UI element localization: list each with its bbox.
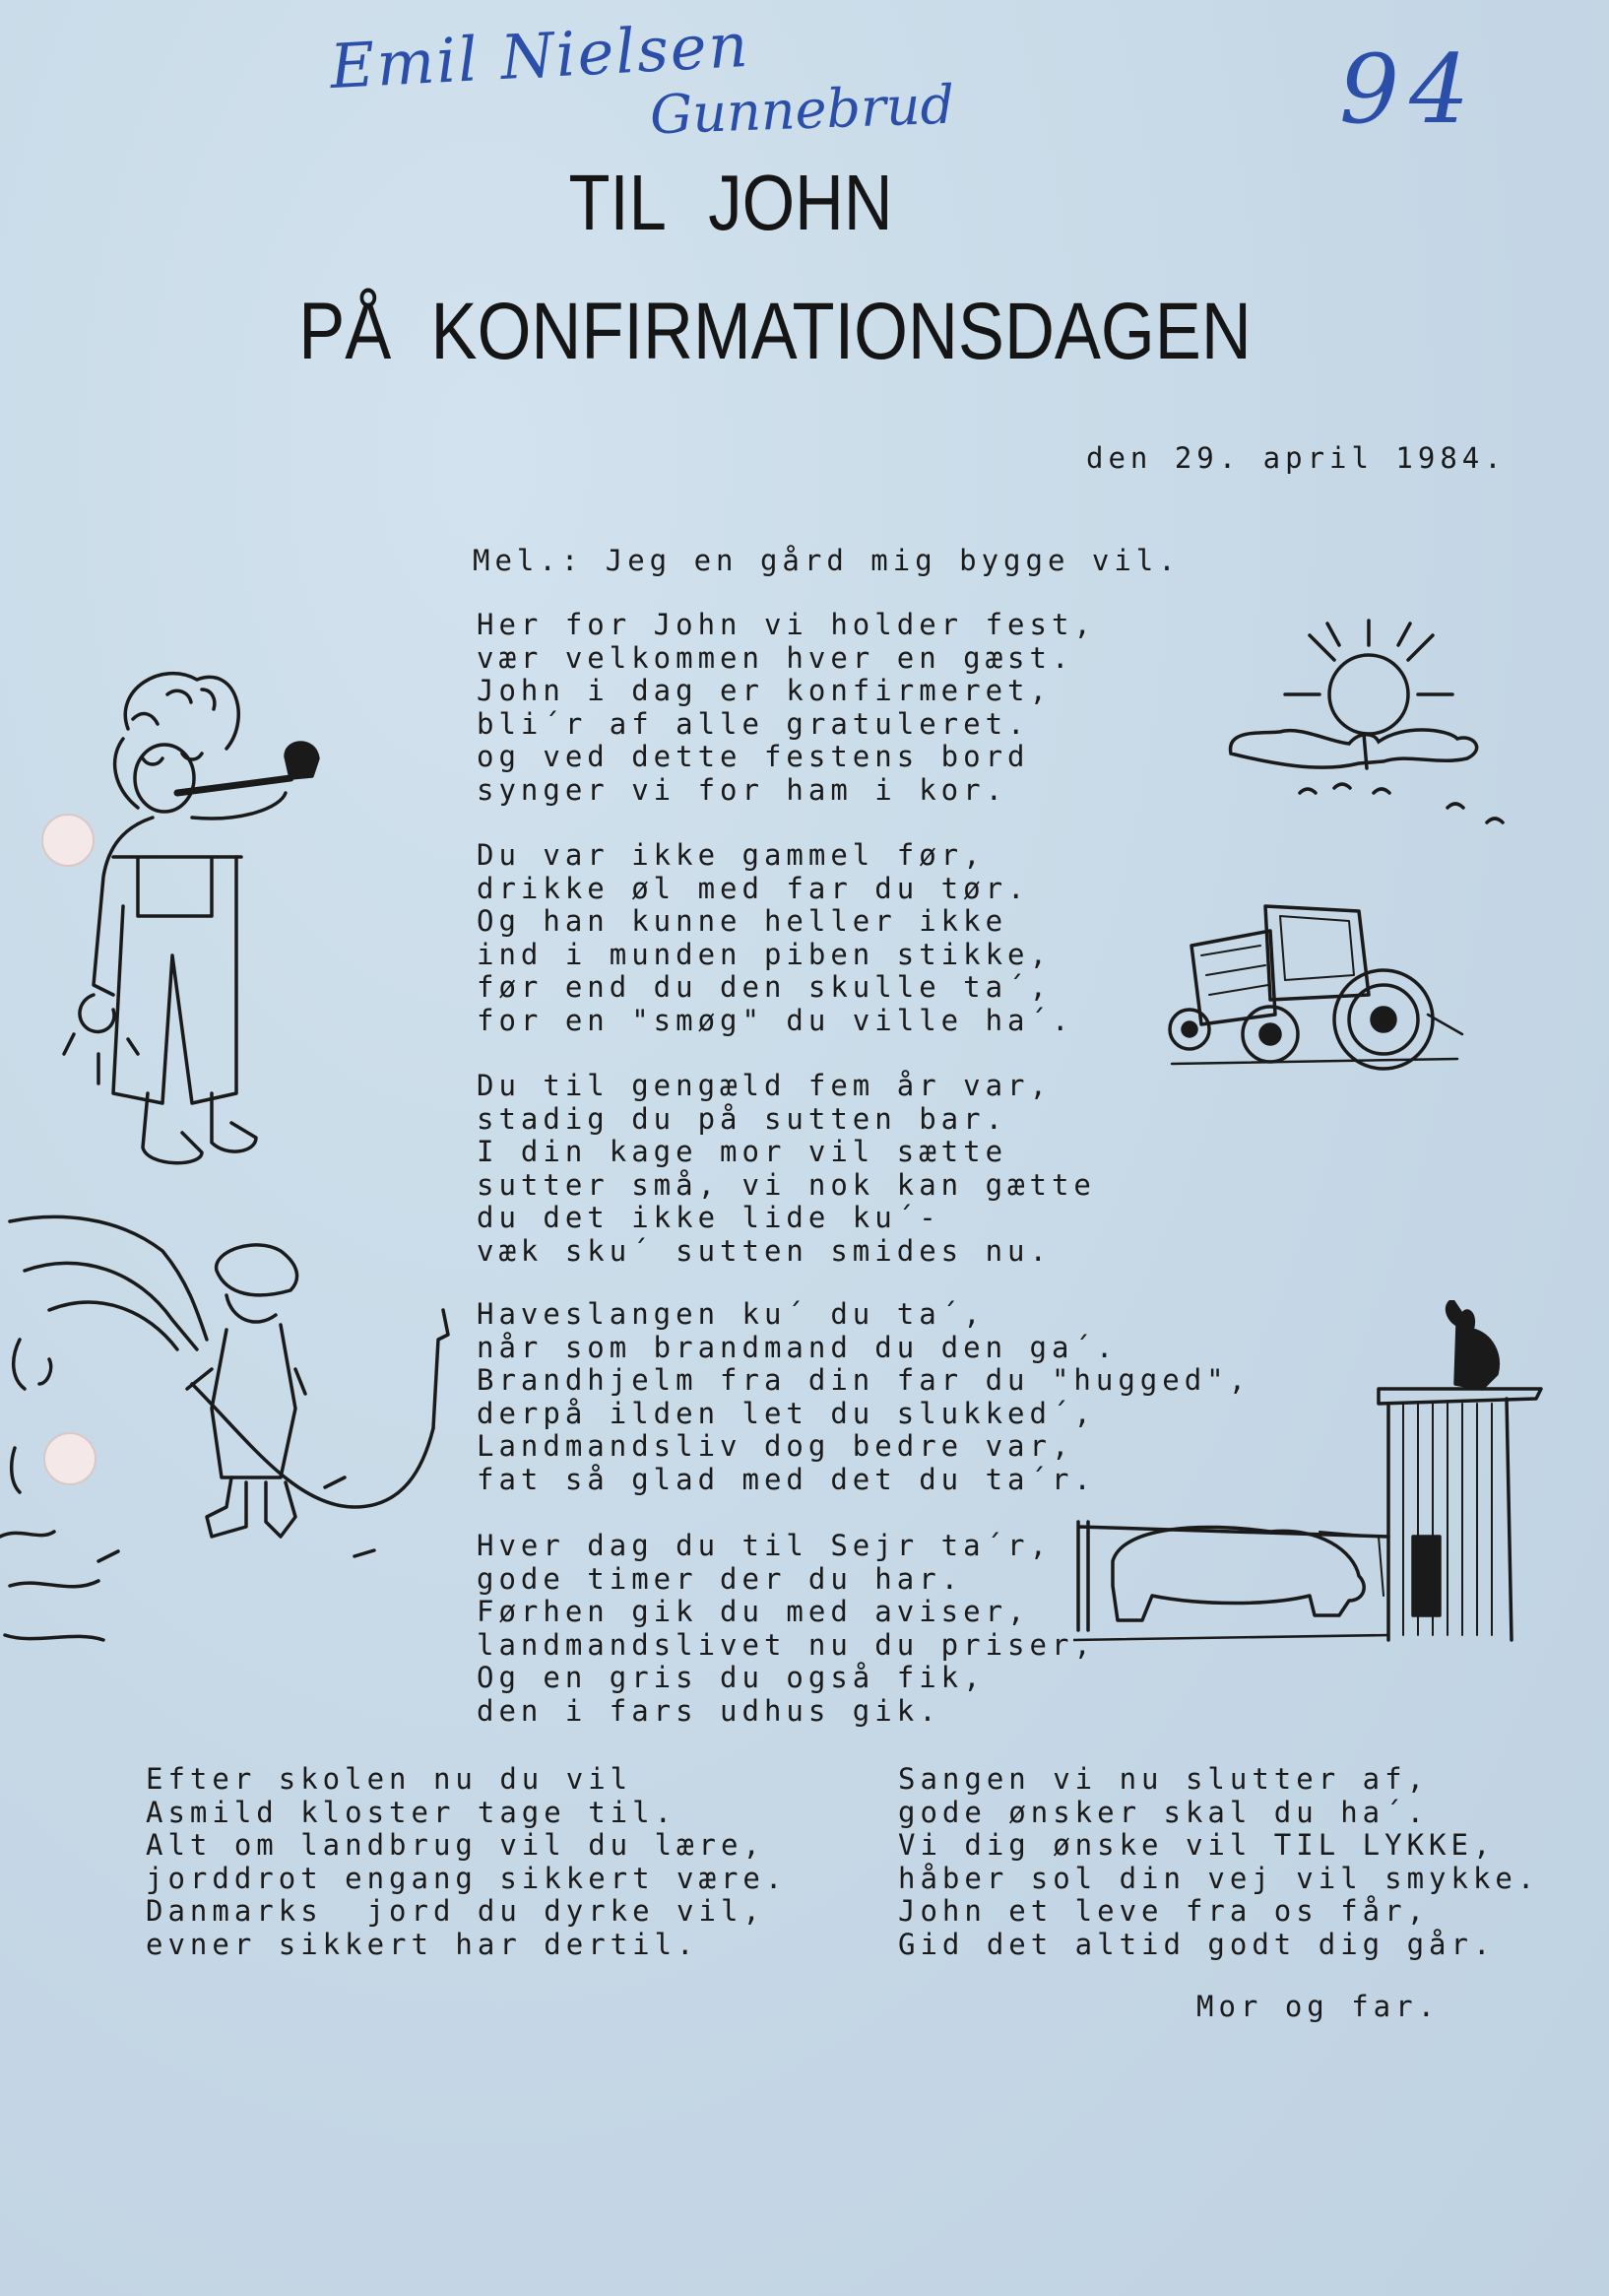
verse-line: John et leve fra os får, xyxy=(898,1894,1430,1929)
barn-pig-cat-illustration xyxy=(1073,1300,1546,1645)
verse-line: når som brandmand du den ga´. xyxy=(477,1330,1119,1364)
verse-line: John i dag er konfirmeret, xyxy=(477,674,1052,708)
verse-line: væk sku´ sutten smides nu. xyxy=(477,1233,1052,1268)
tractor-illustration xyxy=(1162,886,1467,1083)
title-line-1: TIL JOHN xyxy=(568,159,893,246)
verse-line: den i fars udhus gik. xyxy=(477,1693,941,1728)
verse-5 xyxy=(477,1530,1096,1729)
verse-7 xyxy=(898,1763,1539,1962)
verse-line: fat så glad med det du ta´r. xyxy=(477,1462,1096,1496)
firefighter-boy-illustration xyxy=(0,1212,463,1694)
handwritten-place: Gunnebrud xyxy=(648,73,956,147)
verse-line: Haveslangen ku´ du ta´, xyxy=(477,1297,986,1331)
verse-line: synger vi for ham i kor. xyxy=(477,772,1008,807)
verse-line: Du var ikke gammel før, xyxy=(477,838,986,872)
verse-line: Du til gengæld fem år var, xyxy=(477,1069,1052,1102)
verse-line: og ved dette festens bord xyxy=(477,740,1030,774)
verse-line: landmandslivet nu du priser, xyxy=(477,1627,1096,1662)
verse-2 xyxy=(477,839,1073,1038)
verse-line: jorddrot engang sikkert være. xyxy=(146,1861,788,1895)
verse-line: Her for John vi holder fest, xyxy=(477,608,1096,641)
verse-line: Hver dag du til Sejr ta´r, xyxy=(477,1529,1052,1562)
verse-line: Vi dig ønske vil TIL LYKKE, xyxy=(898,1828,1496,1863)
verse-line: drikke øl med far du tør. xyxy=(477,871,1030,905)
verse-line: Alt om landbrug vil du lære, xyxy=(146,1828,765,1863)
verse-line: sutter små, vi nok kan gætte xyxy=(477,1167,1096,1202)
verse-line: Asmild kloster tage til. xyxy=(146,1795,677,1829)
verse-line: ind i munden piben stikke, xyxy=(477,937,1052,971)
verse-line: derpå ilden let du slukked´, xyxy=(477,1396,1096,1430)
verse-3 xyxy=(477,1070,1096,1269)
verse-line: du det ikke lide ku´- xyxy=(477,1201,941,1235)
verse-line: før end du den skulle ta´, xyxy=(477,970,1052,1005)
verse-line: bli´r af alle gratuleret. xyxy=(477,706,1030,741)
verse-line: Sangen vi nu slutter af, xyxy=(898,1762,1430,1796)
verse-line: Gid det altid godt dig går. xyxy=(898,1927,1496,1961)
sun-illustration xyxy=(1221,616,1536,842)
verse-line: Og han kunne heller ikke xyxy=(477,904,1008,939)
handwritten-number: 94 xyxy=(1339,34,1480,145)
date-line: den 29. april 1984. xyxy=(1086,441,1507,475)
verse-line: gode timer der du har. xyxy=(477,1561,964,1596)
verse-line: håber sol din vej vil smykke. xyxy=(898,1861,1540,1895)
verse-1 xyxy=(477,609,1096,808)
verse-line: evner sikkert har dertil. xyxy=(146,1927,699,1961)
title-line-2: PÅ KONFIRMATIONSDAGEN xyxy=(298,287,1252,376)
verse-line: vær velkommen hver en gæst. xyxy=(477,640,1074,675)
boy-with-pipe-illustration xyxy=(54,660,350,1192)
verse-line: Og en gris du også fik, xyxy=(477,1661,986,1695)
verse-line: Danmarks jord du dyrke vil, xyxy=(146,1894,765,1929)
verse-line: Førhen gik du med aviser, xyxy=(477,1595,1030,1629)
verse-line: I din kage mor vil sætte xyxy=(477,1135,1008,1169)
verse-line: stadig du på sutten bar. xyxy=(477,1101,1008,1136)
verse-line: Landmandsliv dog bedre var, xyxy=(477,1429,1074,1464)
verse-line: gode ønsker skal du ha´. xyxy=(898,1795,1430,1829)
verse-line: for en "smøg" du ville ha´. xyxy=(477,1003,1074,1037)
signature: Mor og far. xyxy=(1196,1990,1441,2023)
verse-line: Efter skolen nu du vil xyxy=(146,1762,633,1796)
verse-6 xyxy=(146,1763,787,1962)
handwritten-name: Emil Nielsen xyxy=(328,8,752,103)
verse-line: Brandhjelm fra din far du "hugged", xyxy=(477,1363,1252,1398)
melody-line: Mel.: Jeg en gård mig bygge vil. xyxy=(473,544,1181,577)
